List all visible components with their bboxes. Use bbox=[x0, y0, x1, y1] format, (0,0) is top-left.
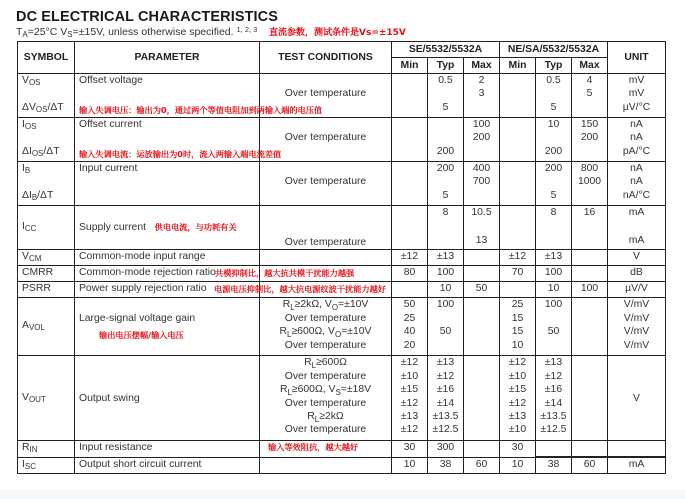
unit-cell: V bbox=[608, 250, 666, 266]
se-min: ±12 bbox=[392, 250, 428, 266]
unit-cell: V bbox=[608, 356, 666, 441]
ne-min: 10 bbox=[500, 457, 536, 473]
se-min bbox=[392, 206, 428, 250]
unit-cell: dB bbox=[608, 266, 666, 282]
symbol-cell: $A_{VOL}$ bbox=[18, 298, 75, 356]
symbol-cell: $V_{CM}$ bbox=[18, 250, 75, 266]
se-max: 400 700 bbox=[464, 162, 500, 206]
symbol-cell: $I_{CC}$ bbox=[18, 206, 75, 250]
se-typ: 200 bbox=[428, 118, 464, 162]
document-title: DC ELECTRICAL CHARACTERISTICS bbox=[16, 9, 279, 25]
se-max: 60 bbox=[464, 457, 500, 473]
ne-min: ±12 bbox=[500, 250, 536, 266]
ne-max bbox=[572, 266, 608, 282]
se-typ: 38 bbox=[428, 457, 464, 473]
subtitle-sub-s: S bbox=[67, 30, 73, 39]
col-symbol: SYMBOL bbox=[18, 42, 75, 74]
conditions-cell bbox=[260, 250, 392, 266]
col-ne-min: Min bbox=[500, 58, 536, 74]
se-max bbox=[464, 250, 500, 266]
symbol-cell: $V_{OUT}$ bbox=[18, 356, 75, 441]
table-row-vcm bbox=[18, 250, 666, 266]
annotation-psrr: 电源电压抑制比，越大抗电源纹波干扰能力越好 bbox=[214, 284, 386, 295]
se-typ: 8 bbox=[428, 206, 464, 250]
parameter-cell: Offset current 输入失调电流：运放输出为0时，流入两输入端电流差值 bbox=[75, 118, 260, 162]
col-se-typ: Typ bbox=[428, 58, 464, 74]
ne-typ: 38 bbox=[536, 457, 572, 473]
se-min bbox=[392, 282, 428, 298]
unit-cell: nA nA pA/°C bbox=[608, 118, 666, 162]
unit-cell bbox=[608, 441, 666, 457]
ne-max: 4 5 bbox=[572, 74, 608, 118]
se-max bbox=[464, 298, 500, 356]
se-min bbox=[392, 162, 428, 206]
ne-min bbox=[500, 74, 536, 118]
test-conditions-subtitle bbox=[16, 25, 257, 39]
parameter-cell: Large-signal voltage gain 输出电压摆幅/输入电压 bbox=[75, 298, 260, 356]
col-parameter: PARAMETER bbox=[75, 42, 260, 74]
ne-min: 70 bbox=[500, 266, 536, 282]
col-unit: UNIT bbox=[608, 42, 666, 74]
ne-max: 16 bbox=[572, 206, 608, 250]
se-min bbox=[392, 118, 428, 162]
table-row-ios bbox=[18, 118, 666, 162]
conditions-cell bbox=[260, 457, 392, 473]
parameter-cell: Input resistance bbox=[75, 441, 260, 457]
ne-typ: 100 bbox=[536, 266, 572, 282]
conditions-cell: $R_L\ge 2k\Omega$, $V_O=\pm 10V$ Over temperature $R_L\ge 600\Omega$, $V_O=\pm 10V$ Over temperature bbox=[260, 298, 392, 356]
ne-typ: 100 50 bbox=[536, 298, 572, 356]
dc-characteristics-table bbox=[17, 41, 666, 474]
parameter-cell: Common-mode input range bbox=[75, 250, 260, 266]
se-typ: 100 bbox=[428, 266, 464, 282]
ne-typ bbox=[536, 441, 572, 457]
symbol-cell: $I_{SC}$ bbox=[18, 457, 75, 473]
se-min: 80 bbox=[392, 266, 428, 282]
symbol-cell: PSRR bbox=[18, 282, 75, 298]
ne-max: 100 bbox=[572, 282, 608, 298]
table-row-rin bbox=[18, 441, 666, 457]
annotation-cmrr: 共模抑制比，越大抗共模干扰能力越强 bbox=[215, 268, 355, 279]
ne-typ: 10 bbox=[536, 282, 572, 298]
parameter-cell: Supply current 供电电流，与功耗有关 bbox=[75, 206, 260, 250]
annotation-icc: 供电电流，与功耗有关 bbox=[154, 221, 237, 232]
se-min: 30 bbox=[392, 441, 428, 457]
se-min bbox=[392, 74, 428, 118]
subtitle-prefix: T bbox=[16, 26, 23, 38]
se-max bbox=[464, 266, 500, 282]
ne-typ: ±13 bbox=[536, 250, 572, 266]
se-typ: 100 50 bbox=[428, 298, 464, 356]
se-max: 50 bbox=[464, 282, 500, 298]
ne-max: 150 200 bbox=[572, 118, 608, 162]
unit-cell: V/mV V/mV V/mV V/mV bbox=[608, 298, 666, 356]
parameter-cell: Common-mode rejection ratio 共模抑制比，越大抗共模干扰能力越强 bbox=[75, 266, 260, 282]
unit-cell: µV/V bbox=[608, 282, 666, 298]
col-se-max: Max bbox=[464, 58, 500, 74]
se-max bbox=[464, 356, 500, 441]
se-min: 50 25 40 20 bbox=[392, 298, 428, 356]
table-row-cmrr bbox=[18, 266, 666, 282]
ne-min: ±12 ±10 ±15 ±12 ±13 ±10 bbox=[500, 356, 536, 441]
unit-cell: mA bbox=[608, 457, 666, 473]
se-typ: ±13 bbox=[428, 250, 464, 266]
conditions-cell: Over temperature bbox=[260, 74, 392, 118]
se-typ: 0.5 5 bbox=[428, 74, 464, 118]
se-typ: 10 bbox=[428, 282, 464, 298]
parameter-cell: Output swing bbox=[75, 356, 260, 441]
table-row-ib bbox=[18, 162, 666, 206]
ne-min bbox=[500, 282, 536, 298]
se-max: 100 200 bbox=[464, 118, 500, 162]
col-group-ne: NE/SA/5532/5532A bbox=[500, 42, 608, 58]
table-row-vos bbox=[18, 74, 666, 118]
symbol-cell: CMRR bbox=[18, 266, 75, 282]
annotation-vos: 输入失调电压：输出为0，通过两个等值电阻加到两输入端的电压值 bbox=[79, 105, 323, 115]
col-ne-typ: Typ bbox=[536, 58, 572, 74]
footnote-refs: 1, 2, 3 bbox=[236, 25, 258, 34]
ne-min: 30 bbox=[500, 441, 536, 457]
se-min: 10 bbox=[392, 457, 428, 473]
ne-max: 60 bbox=[572, 457, 608, 473]
ne-typ: 200 5 bbox=[536, 162, 572, 206]
se-max: 10.5 13 bbox=[464, 206, 500, 250]
conditions-cell: Over temperature bbox=[260, 162, 392, 206]
se-max bbox=[464, 441, 500, 457]
conditions-cell bbox=[260, 441, 392, 457]
symbol-cell: $V_{OS}$ $\Delta V_{OS}/\Delta T$ bbox=[18, 74, 75, 118]
subtitle-suffix: =±15V, unless otherwise specified. bbox=[72, 26, 234, 38]
se-typ: ±13 ±12 ±16 ±14 ±13.5 ±12.5 bbox=[428, 356, 464, 441]
ne-typ: 10 200 bbox=[536, 118, 572, 162]
table-row-vout bbox=[18, 356, 666, 441]
col-se-min: Min bbox=[392, 58, 428, 74]
unit-cell: nA nA nA/°C bbox=[608, 162, 666, 206]
conditions-cell: Over temperature bbox=[260, 206, 392, 250]
header-annotation: 直流参数，测试条件是Vs=±15V bbox=[269, 28, 406, 38]
annotation-ios: 输入失调电流：运放输出为0时，流入两输入端电流差值 bbox=[79, 149, 282, 159]
ne-max: 800 1000 bbox=[572, 162, 608, 206]
symbol-cell: $I_B$ $\Delta I_B/\Delta T$ bbox=[18, 162, 75, 206]
parameter-cell: Offset voltage 输入失调电压：输出为0，通过两个等值电阻加到两输入端的电压值 bbox=[75, 74, 260, 118]
se-typ: 200 5 bbox=[428, 162, 464, 206]
annotation-avol: 输出电压摆幅/输入电压 bbox=[99, 329, 184, 340]
col-ne-max: Max bbox=[572, 58, 608, 74]
table-row-isc bbox=[18, 457, 666, 473]
ne-typ: 8 bbox=[536, 206, 572, 250]
conditions-cell: $R_L\ge 600\Omega$ Over temperature $R_L\ge 600\Omega$, $V_S=\pm 18V$ Over temperature $R_L\ge 2k\Omega$ Over temperature bbox=[260, 356, 392, 441]
ne-min bbox=[500, 162, 536, 206]
parameter-cell: Power supply rejection ratio 电源电压抑制比，越大抗电源纹波干扰能力越好 bbox=[75, 282, 260, 298]
ne-min bbox=[500, 118, 536, 162]
parameter-cell: Input current bbox=[75, 162, 260, 206]
ne-max bbox=[572, 250, 608, 266]
symbol-cell: $R_{IN}$ bbox=[18, 441, 75, 457]
unit-cell: mA mA bbox=[608, 206, 666, 250]
annotation-rin: 输入等效阻抗，越大越好 bbox=[268, 442, 359, 453]
ne-min bbox=[500, 206, 536, 250]
ne-min: 25 15 15 10 bbox=[500, 298, 536, 356]
symbol-cell: $I_{OS}$ $\Delta I_{OS}/\Delta T$ bbox=[18, 118, 75, 162]
se-typ: 300 bbox=[428, 441, 464, 457]
ne-max bbox=[572, 356, 608, 441]
table-row-avol bbox=[18, 298, 666, 356]
page-bottom-strip bbox=[0, 490, 685, 499]
table-row-icc bbox=[18, 206, 666, 250]
ne-typ: ±13 ±12 ±16 ±14 ±13.5 ±12.5 bbox=[536, 356, 572, 441]
ne-max bbox=[572, 441, 608, 457]
ne-typ: 0.5 5 bbox=[536, 74, 572, 118]
col-test-conditions: TEST CONDITIONS bbox=[260, 42, 392, 74]
se-min: ±12 ±10 ±15 ±12 ±13 ±12 bbox=[392, 356, 428, 441]
unit-cell: mV mV µV/°C bbox=[608, 74, 666, 118]
subtitle-sub-a: A bbox=[22, 30, 28, 39]
subtitle-mid: =25°C V bbox=[27, 26, 68, 38]
col-group-se: SE/5532/5532A bbox=[392, 42, 500, 58]
conditions-cell: Over temperature bbox=[260, 118, 392, 162]
parameter-cell: Output short circuit current bbox=[75, 457, 260, 473]
table-row-psrr bbox=[18, 282, 666, 298]
se-max: 2 3 bbox=[464, 74, 500, 118]
ne-max bbox=[572, 298, 608, 356]
